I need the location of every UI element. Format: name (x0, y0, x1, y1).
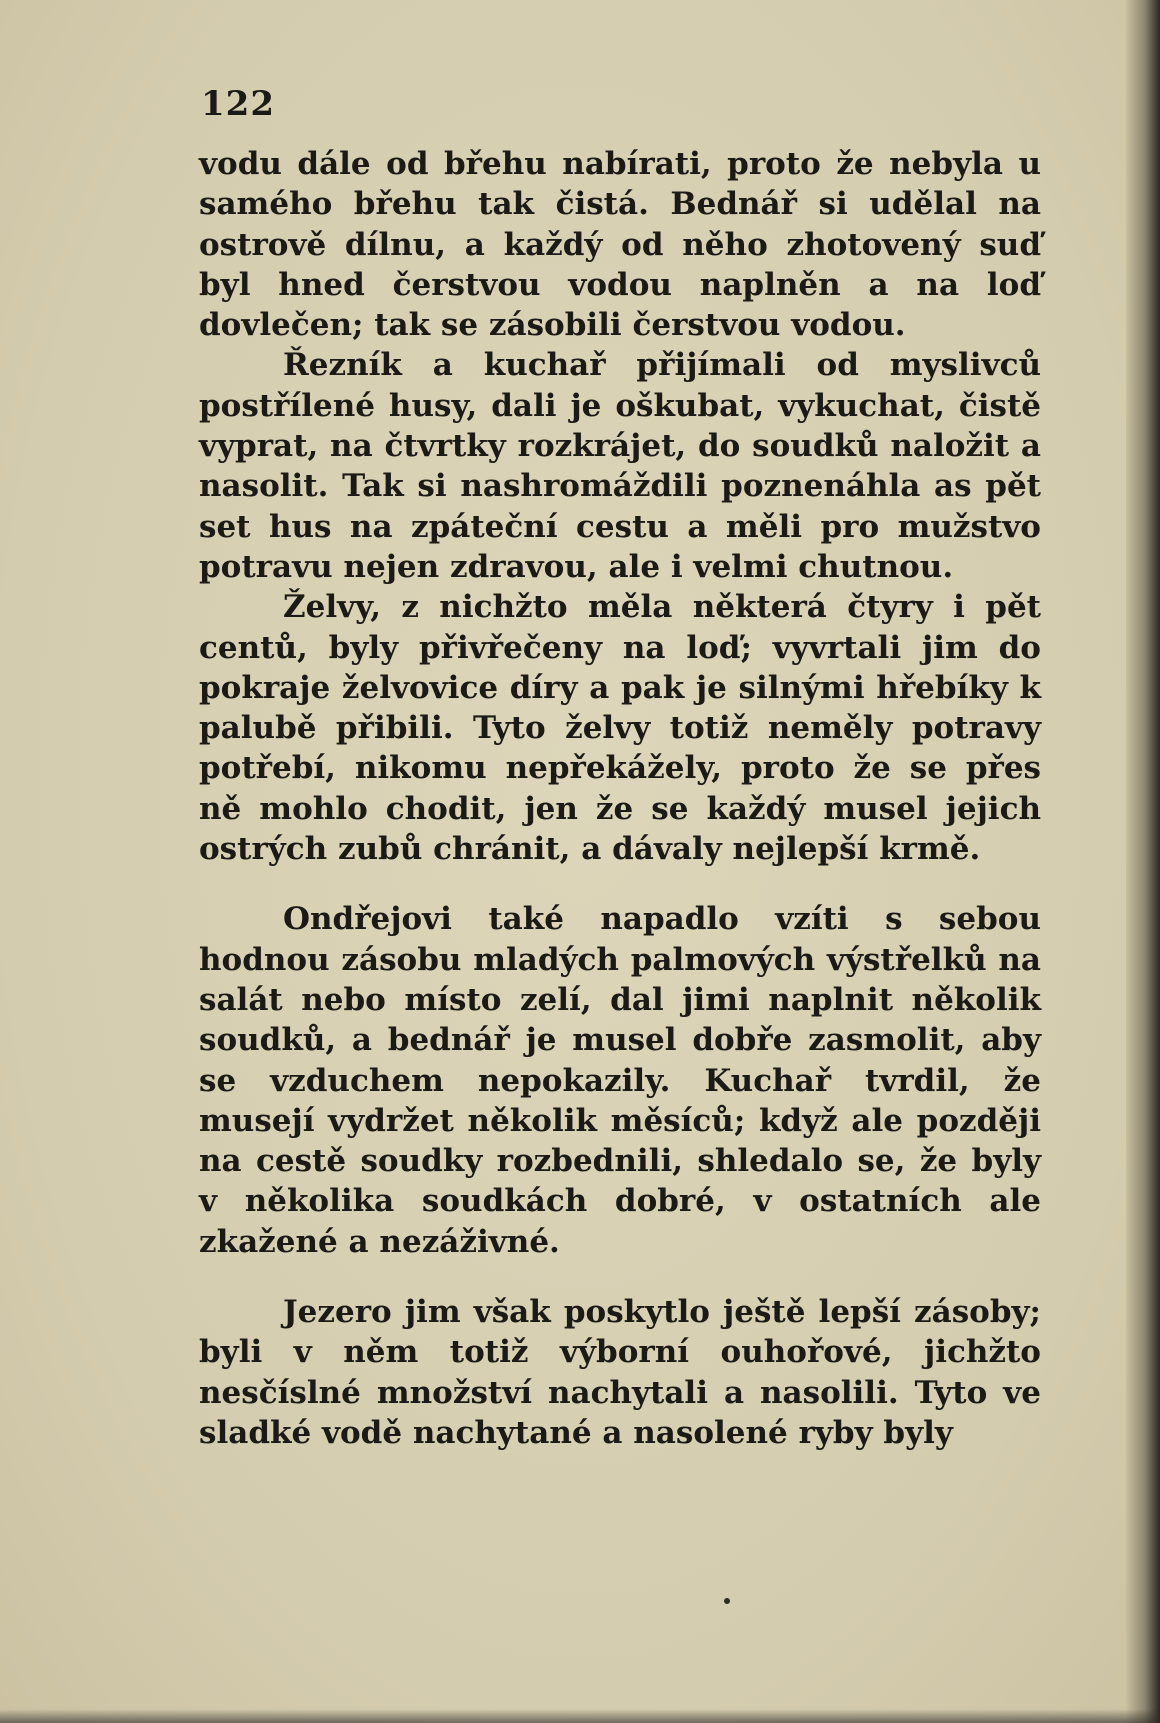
paragraph-2: Řezník a kuchař přijímali od myslivců postřílené husy, dali je oškubat, vykuchat, čistě vyprat, na čtvrtky rozkrájet, do soudků naložit a nasolit. Tak si nashromáždili poznenáhla as pět set hus na zpáteční cestu a měli pro mužstvo potravu nejen zdravou, ale i velmi chutnou. (199, 347, 1041, 585)
book-spine-shadow (1126, 0, 1160, 1723)
page-bottom-shadow (0, 1709, 1160, 1723)
page-text-block (199, 82, 1041, 1453)
page-number: 122 (201, 84, 275, 124)
ink-speck (724, 1598, 730, 1604)
paragraph-4: Ondřejovi také napadlo vzíti s sebou hodnou zásobu mladých palmových výstřelků na salát nebo místo zelí, dal jimi naplnit několik soudků, a bednář je musel dobře zasmolit, aby se vzduchem nepokazily. Kuchař tvrdil, že musejí vydržet několik měsíců; když ale později na cestě soudky rozbednili, shledalo se, že byly v několika soudkách dobré, v ostatních ale zkažené a nezáživné. (199, 901, 1041, 1260)
paragraph-1: vodu dále od břehu nabírati, proto že nebyla u samého břehu tak čistá. Bednář si udělal na ostrově dílnu, a každý od něho zhotovený suď byl hned čerstvou vodou naplněn a na loď dovlečen; tak se zásobili čerstvou vodou. (199, 146, 1041, 344)
paragraph-5: Jezero jim však poskytlo ještě lepší zásoby; byli v něm totiž výborní ouhořové, jichžto nesčíslné množství nachytali a nasolili. Tyto ve sladké vodě nachytané a nasolené ryby byly (199, 1294, 1041, 1451)
paragraph-3: Želvy, z nichžto měla některá čtyry i pět centů, byly přivřečeny na loď; vyvrtali jim do pokraje želvovice díry a pak je silnými hřebíky k palubě přibili. Tyto želvy totiž neměly potravy potřebí, nikomu nepřekážely, proto že se přes ně mohlo chodit, jen že se každý musel jejich ostrých zubů chránit, a dávaly nejlepší krmě. (199, 589, 1041, 868)
